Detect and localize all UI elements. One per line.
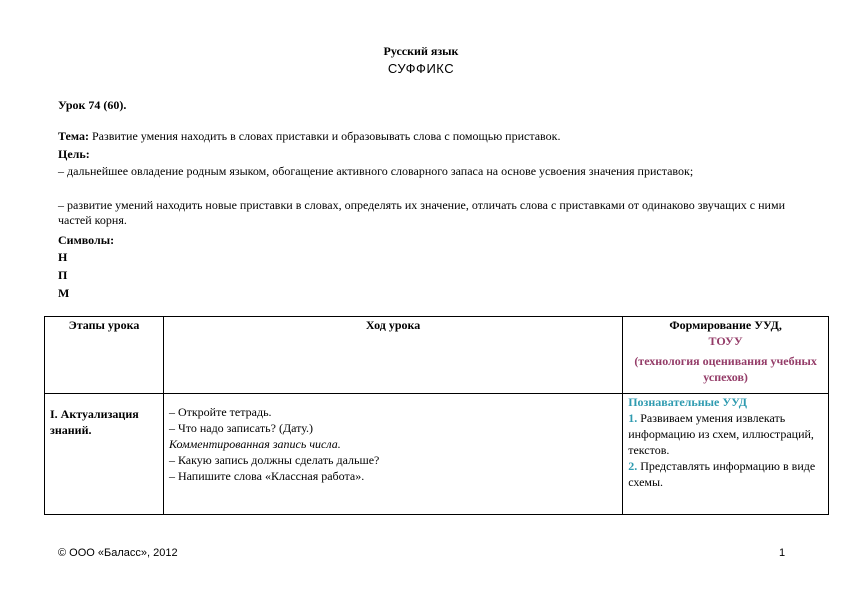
goal-item: – развитие умений находить новые приставки в словах, определять их значение, отличать слова с приставками от одинаково звучащих с ними частей корня. [58,198,785,227]
course-line: – Откройте тетрадь. [168,405,272,419]
course-cell [163,394,622,515]
page-number: 1 [779,547,786,559]
symbol-item: Н [58,250,68,264]
subject-title: Русский язык [383,44,459,58]
course-line: – Напишите слова «Классная работа». [168,469,365,483]
symbols-label: Символы: [58,233,115,247]
lesson-theme [58,129,785,144]
uud-cell [623,394,829,515]
theme-label: Тема: [58,129,89,143]
lesson-plan-table [44,316,829,515]
header-course: Ход урока [163,317,622,394]
uud-item [628,410,823,458]
course-line: – Какую запись должны сделать дальше? [168,453,380,467]
theme-text: Развитие умения находить в словах приставки и образовывать слова с помощью приставок. [88,129,561,143]
footer-copyright: © ООО «Баласс», 2012 [58,547,178,559]
header-uud-abbr: ТОУУ [708,334,743,348]
uud-item-text: Представлять информацию в виде схемы. [628,459,816,489]
goal-label: Цель: [58,147,90,161]
lesson-number: Урок 74 (60). [58,98,127,112]
uud-cell-title: Познавательные УУД [628,395,748,409]
header-stage: Этапы урока [45,317,164,394]
uud-item [628,458,823,490]
header-uud-title: Формирование УУД, [669,318,782,332]
course-line: Комментированная запись числа. [168,437,341,451]
course-line: – Что надо записать? (Дату.) [168,421,314,435]
uud-item-number: 1. [628,411,638,425]
goal-item: – дальнейшее овладение родным языком, обогащение активного словарного запаса на основе усвоения значения приставок; [58,164,694,178]
stage-cell: I. Актуализация знаний. [45,394,164,515]
header-uud [623,317,829,394]
table-row [45,394,829,515]
symbol-item: П [58,268,68,282]
header-uud-desc: (технология оценивания учебных успехов) [634,354,817,384]
topic-title: СУФФИКС [387,61,455,76]
symbol-item: М [58,286,70,300]
uud-item-text: Развиваем умения извлекать информацию из схем, иллюстраций, текстов. [628,411,814,457]
uud-item-number: 2. [628,459,638,473]
table-header-row [45,317,829,394]
